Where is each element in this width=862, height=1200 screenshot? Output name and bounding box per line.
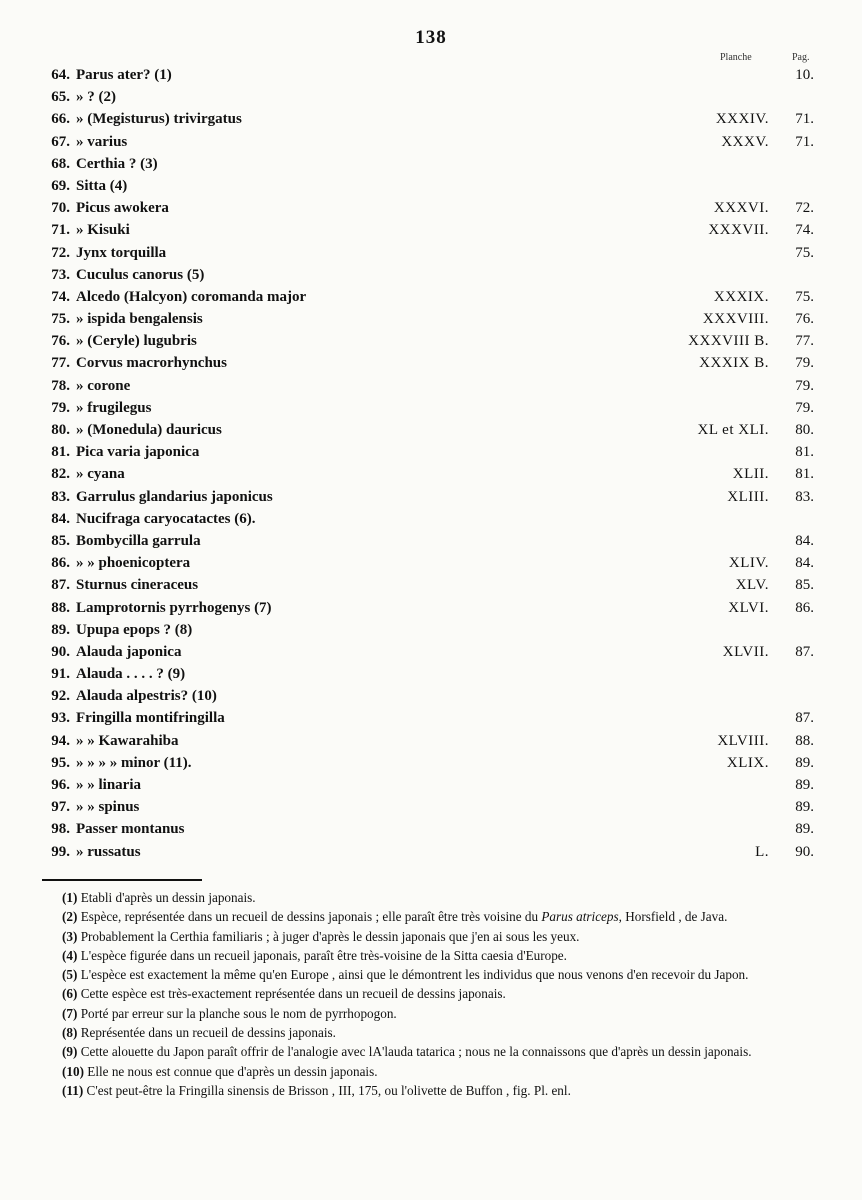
species-name: Cuculus canorus (5) [76,266,205,283]
plate-reference: XLVIII. [717,732,769,749]
footnote-number: (3) [62,928,78,944]
entry-number: 86. [51,555,70,572]
entry-number: 82. [51,466,70,483]
plate-reference: XXXVIII B. [688,333,769,350]
species-name: » russatus [76,843,141,860]
entry-number: 65. [51,89,70,106]
species-name: Upupa epops ? (8) [76,621,193,638]
footnote-text: Etabli d'après un dessin japonais. [80,890,256,905]
species-entry [0,796,862,818]
entry-number: 93. [51,710,70,727]
plate-reference: XXXIX. [713,288,769,305]
page-reference: 90. [795,843,814,860]
footnote [44,1004,804,1023]
footnote-text-after: , Horsfield , de Java. [618,909,728,925]
species-name: » cyana [76,466,125,483]
footnote-italic: Parus atriceps [541,909,619,925]
entry-number: 84. [51,510,70,527]
entry-number: 70. [51,200,70,217]
page-reference: 83. [795,488,814,505]
plate-reference: XXXVII. [708,222,769,239]
footnote-text: Porté par erreur sur la planche sous le nom de pyrrhopogon. [80,1005,397,1021]
page-number: 138 [415,27,447,48]
footnote [44,946,804,965]
plate-reference: XLIV. [728,555,769,572]
species-entry [0,441,862,463]
entry-number: 91. [51,666,70,683]
species-entry [0,375,862,397]
footnote-number: (8) [62,1025,78,1041]
species-entry [0,108,862,130]
entry-number: 74. [51,288,70,305]
species-name: » frugilegus [76,399,152,416]
species-name: » (Ceryle) lugubris [76,333,197,350]
species-name: » (Monedula) dauricus [76,422,222,438]
species-entry [0,330,862,352]
species-entry [0,774,862,796]
species-entry [0,641,862,663]
entry-number: 97. [51,799,70,816]
plate-reference: XLIII. [727,488,769,505]
species-entry [0,419,862,441]
species-name: Parus ater? (1) [76,67,172,83]
species-name: » Kisuki [76,222,130,239]
species-name: » ispida bengalensis [76,311,203,328]
species-entry [0,131,862,153]
species-entry [0,730,862,752]
species-name: » ? (2) [76,89,116,106]
page-reference: 86. [795,599,814,616]
page-reference: 84. [795,532,814,549]
footnote [44,965,804,984]
species-entry [0,219,862,241]
footnote-number: (1) [62,890,78,905]
species-entry [0,308,862,330]
species-name: Nucifraga caryocatactes (6). [76,510,256,527]
species-name: » » » » minor (11). [76,754,192,771]
entry-number: 76. [51,333,70,350]
species-entry [0,397,862,419]
page-reference: 87. [795,643,814,660]
entry-number: 68. [51,155,70,172]
footnote [44,1081,804,1100]
entry-number: 88. [51,599,70,616]
species-entry [0,197,862,219]
species-name: Jynx torquilla [76,244,167,261]
footnote-number: (9) [62,1044,78,1060]
page-reference: 71. [795,111,814,128]
page-reference: 72. [795,200,814,217]
species-entry [0,752,862,774]
species-entry [0,264,862,286]
species-name: Fringilla montifringilla [76,710,225,727]
species-entry [0,841,862,863]
page-reference: 81. [795,444,814,461]
species-entry [0,64,862,86]
species-entry [0,663,862,685]
planche-column-header: Planche [720,52,752,63]
entry-number: 71. [51,222,70,239]
species-name: » » Kawarahiba [76,732,179,749]
page-reference: 87. [795,710,814,727]
entry-number: 95. [51,754,70,771]
page-reference: 89. [795,821,814,838]
page-reference: 89. [795,777,814,793]
species-entry [0,508,862,530]
entry-number: 92. [51,688,70,705]
species-name: Alcedo (Halcyon) coromanda major [76,288,307,305]
species-entry [0,552,862,574]
plate-reference: XXXVIII. [702,311,769,328]
species-name: Corvus macrorhynchus [76,355,227,372]
species-name: » (Megisturus) trivirgatus [76,111,242,128]
entry-number: 79. [51,399,70,416]
species-entry [0,574,862,596]
species-entry [0,619,862,641]
footnote-text: Cette alouette du Japon paraît offrir de l'analogie avec lA'lauda tatarica ; nous ne la connaissons que d'après un dessin japonais. [80,1044,752,1060]
species-entry [0,352,862,374]
entry-number: 72. [51,244,70,261]
species-name: » corone [76,377,131,394]
footnotes [44,888,804,1100]
footnote-number: (11) [62,1082,84,1098]
page-reference: 84. [795,555,814,572]
plate-reference: XXXIV. [715,111,769,128]
plate-reference: XLIX. [726,754,769,771]
species-name: Pica varia japonica [76,444,200,461]
footnote-number: (7) [62,1005,78,1021]
footnote-number: (6) [62,986,78,1002]
footnote [44,888,804,907]
entry-number: 69. [51,177,70,194]
species-entry [0,685,862,707]
species-name: Bombycilla garrula [76,532,201,549]
footnote-divider [42,879,202,881]
species-entry [0,286,862,308]
footnote-text: Probablement la Certhia familiaris ; à juger d'après le dessin japonais que j'en ai sous les yeux. [80,928,580,944]
species-name: Picus awokera [76,200,169,217]
footnote [44,1023,804,1042]
plate-reference: XXXVI. [713,200,769,217]
species-name: Alauda . . . . ? (9) [76,666,186,683]
page-reference: 75. [795,288,814,305]
page-reference: 77. [795,333,814,350]
species-name: » varius [76,133,128,150]
entry-number: 90. [51,643,70,660]
plate-reference: XXXIX B. [699,355,769,372]
entry-number: 73. [51,266,70,283]
species-name: Garrulus glandarius japonicus [76,488,273,505]
plate-reference: XLV. [735,577,769,594]
footnote-text: C'est peut-être la Fringilla sinensis de Brisson , III, 175, ou l'olivette de Buffon , fig. Pl. enl. [86,1082,571,1098]
footnote [44,1062,804,1081]
species-entry [0,818,862,840]
page-column-header: Pag. [792,52,810,63]
footnote-text: Représentée dans un recueil de dessins japonais. [80,1025,336,1041]
species-name: Alauda alpestris? (10) [76,688,217,705]
page-reference: 76. [795,311,814,328]
species-entry [0,597,862,619]
footnote-text: Cette espèce est très-exactement représentée dans un recueil de dessins japonais. [80,986,506,1002]
footnote [44,984,804,1003]
page-reference: 10. [795,67,814,83]
species-entry [0,530,862,552]
species-entry [0,175,862,197]
entry-number: 77. [51,355,70,372]
page-reference: 88. [795,732,814,749]
entry-number: 64. [51,67,70,83]
entry-number: 66. [51,111,70,128]
species-entry [0,153,862,175]
species-list [0,64,862,863]
page-reference: 74. [795,222,814,239]
entry-number: 99. [51,843,70,860]
footnote-number: (10) [62,1063,84,1079]
entry-number: 87. [51,577,70,594]
footnote-number: (2) [62,909,78,925]
entry-number: 78. [51,377,70,394]
page-reference: 89. [795,799,814,816]
footnote-text: Elle ne nous est connue que d'après un dessin japonais. [87,1063,378,1079]
plate-reference: XXXV. [721,133,769,150]
species-name: Sturnus cineraceus [76,577,199,594]
page-reference: 80. [795,422,814,438]
page-reference: 71. [795,133,814,150]
species-entry [0,242,862,264]
footnote-text: L'espèce figurée dans un recueil japonais, paraît être très-voisine de la Sitta caesia d'Europe. [80,947,567,963]
footnote-number: (5) [62,967,78,983]
page-reference: 85. [795,577,814,594]
species-name: Certhia ? (3) [76,155,158,172]
entry-number: 67. [51,133,70,150]
species-entry [0,486,862,508]
footnote-text: L'espèce est exactement la même qu'en Europe , ainsi que le démontrent les individus que nous venons d'en recevoir du Japon. [80,967,749,983]
plate-reference: XLII. [732,466,769,483]
species-name: Passer montanus [76,821,185,838]
page-reference: 79. [795,377,814,394]
footnote-number: (4) [62,947,78,963]
species-name: » » phoenicoptera [76,555,191,572]
species-name: Alauda japonica [76,643,182,660]
plate-reference: L. [755,843,769,860]
plate-reference: XLVI. [728,599,769,616]
page-reference: 89. [795,754,814,771]
entry-number: 89. [51,621,70,638]
footnote [44,1042,804,1061]
species-entry [0,707,862,729]
footnote [44,927,804,946]
species-entry [0,463,862,485]
entry-number: 96. [51,777,70,793]
page-reference: 75. [795,244,814,261]
species-name: Sitta (4) [76,177,128,194]
plate-reference: XLVII. [722,643,769,660]
entry-number: 85. [51,532,70,549]
species-name: » » spinus [76,799,140,816]
species-entry [0,86,862,108]
entry-number: 80. [51,422,70,438]
entry-number: 75. [51,311,70,328]
page-reference: 79. [795,399,814,416]
entry-number: 83. [51,488,70,505]
species-name: » » linaria [76,777,142,793]
entry-number: 94. [51,732,70,749]
species-name: Lamprotornis pyrrhogenys (7) [76,599,272,616]
footnote [44,907,804,926]
entry-number: 98. [51,821,70,838]
page-reference: 79. [795,355,814,372]
footnote-text: Espèce, représentée dans un recueil de dessins japonais ; elle paraît être très voisine du [80,909,539,925]
plate-reference: XL et XLI. [697,422,769,438]
entry-number: 81. [51,444,70,461]
page-reference: 81. [795,466,814,483]
